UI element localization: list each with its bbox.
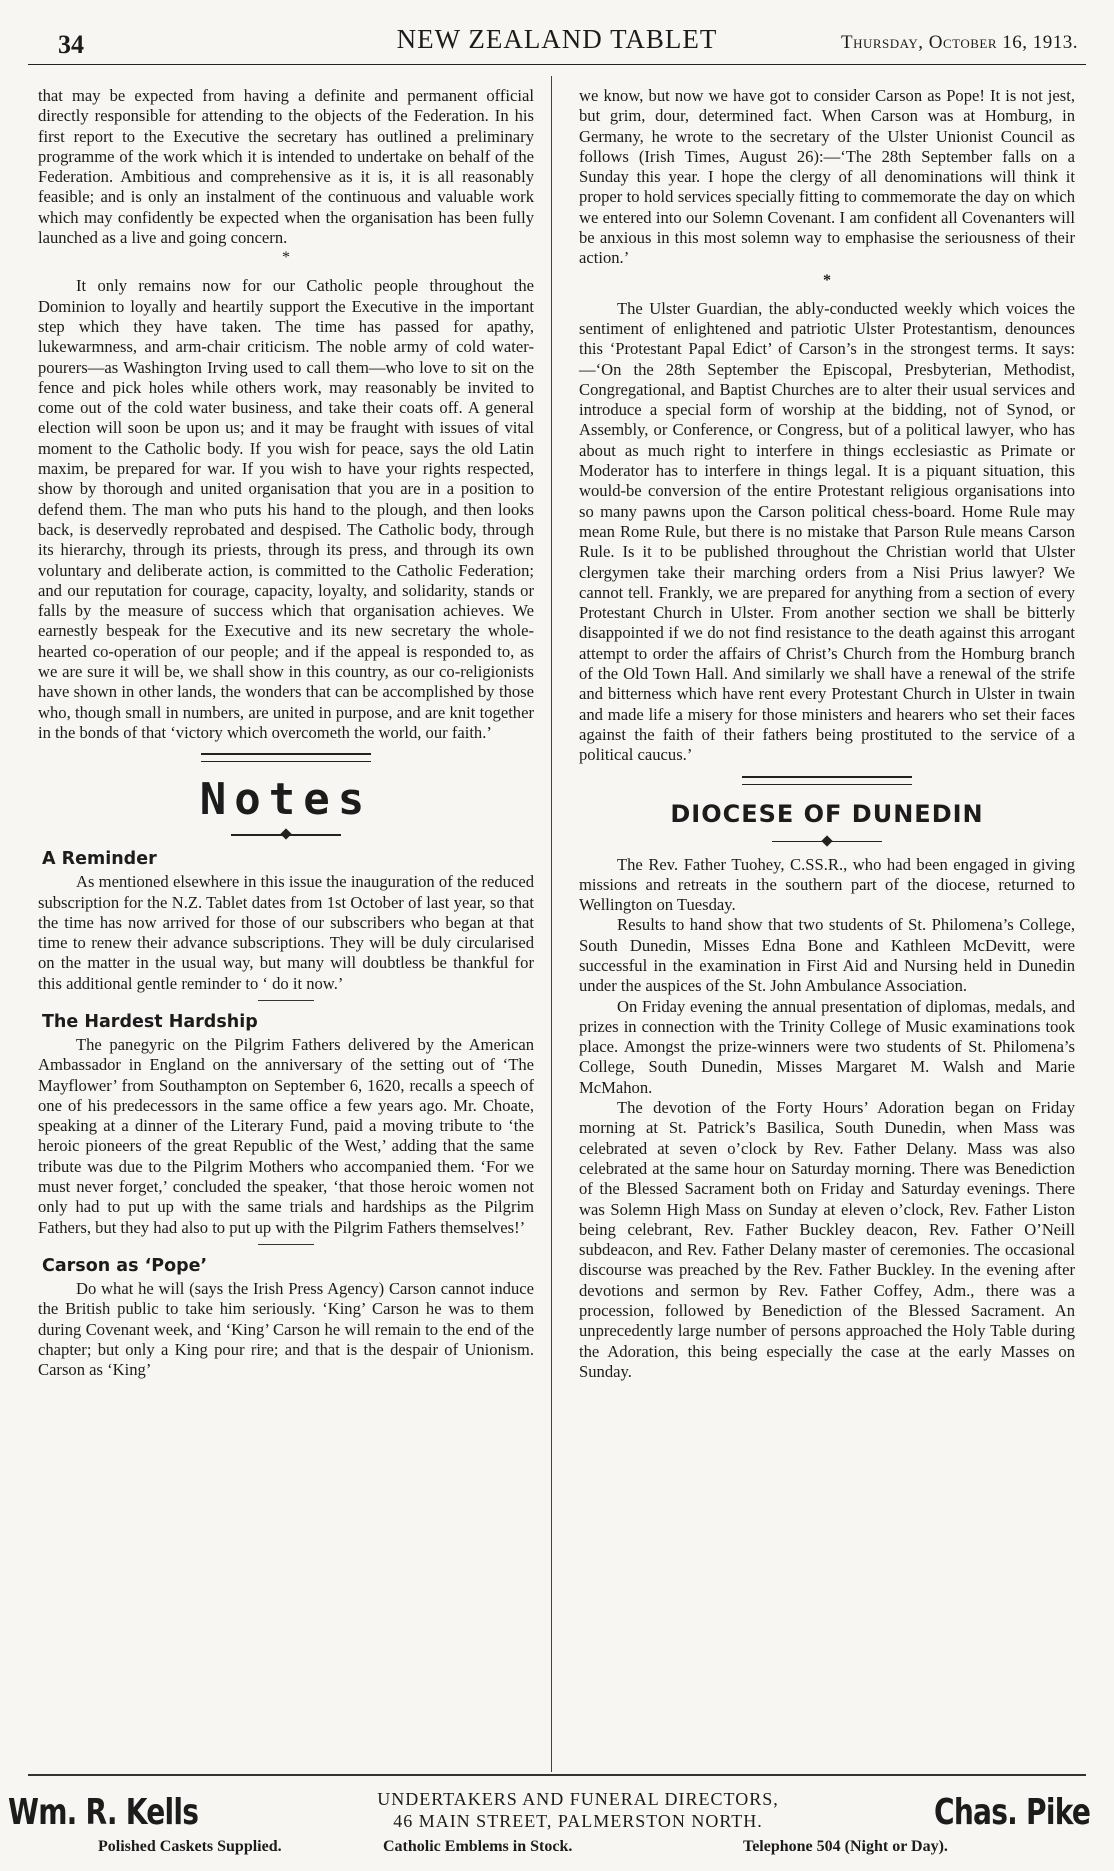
short-rule [258,1000,314,1001]
federation-paragraph-2: It only remains now for our Catholic people throughout the Dominion to loyally and heartily support the Executive in the important step which they have taken. The time has passed for apathy, lukewarmness, and arm-chair criticism. The noble army of cold water-pourers—as Washington Irving used to call them—who love to sit on the fence and pick holes while others work, may reasonably be invited to come out of the cold water business, and take their coats off. A general election will soon be upon us; and it may be fraught with issues of vital moment to the Catholic body. If you wish for peace, says the old Latin maxim, be prepared for war. If you wish to have your rights respected, show by thorough and united organisation that you are in a position to defend them. The man who puts his hand to the plough, and then looks back, is deservedly reprobated and despised. The Catholic body, through its hierarchy, through its priests, through its press, and through its own voluntary and deliberate action, is committed to the Catholic Federation; and our reputation for courage, capacity, loyalty, and solidarity, stands or falls by the measure of success which that organisation achieves. We earnestly bespeak for the Executive and its new secretary the whole-hearted co-operation of our people; and if the appeal is responded to, as we are sure it will be, we shall show in this country, as our co-religionists have shown in other lands, the wonders that can be accomplished by those who, though small in numbers, are united in purpose, and are knit together in the bonds of that ‘victory which overcometh the world, our faith.’ [38,276,534,742]
section-star: * [823,271,831,289]
ad-emblems: Catholic Emblems in Stock. [383,1838,573,1855]
ornament-divider [231,830,341,840]
page-header [28,18,1086,65]
notes-heading: Notes [199,774,373,826]
column-divider [551,76,552,1772]
carson-text: Do what he will (says the Irish Press Agency) Carson cannot induce the British public to take him seriously. ‘King’ Carson he was to them during Covenant week, and ‘King’ Carson he will remain to the end of the chapter; but only a King pour rire; and that is the despair of Unionism. Carson as ‘King’ [38,1278,534,1380]
hardship-heading: The Hardest Hardship [42,1011,258,1032]
left-column [38,86,534,1380]
federation-paragraph-1: that may be expected from having a definite and permanent official directly responsible for attending to the objects of the Federation. In his first report to the Executive the secretary has outlined a preliminary programme of the work which it is intended to undertake on behalf of the Federation. Ambitious and comprehensive as it is, it is all reasonably feasible; and is only an instalment of the continuous and valuable work which may confidently be expected when the organisation has been fully launched as a live and going concern. [38,86,534,248]
footer-rule [28,1774,1086,1776]
advertiser-name-right: Chas. Pike [933,1792,1090,1833]
ad-telephone: Telephone 504 (Night or Day). [743,1838,948,1855]
page-number: 34 [58,30,84,59]
newspaper-page [8,18,1090,1858]
carson-heading: Carson as ‘Pope’ [42,1255,208,1276]
ornament-divider [772,837,882,847]
diamond-ornament-icon [280,829,291,840]
ad-line-2: 46 MAIN STREET, PALMERSTON NORTH. [393,1811,763,1831]
diocese-item: The Rev. Father Tuohey, C.SS.R., who had been engaged in giving missions and retreats in the southern part of the diocese, returned to Wellington on Tuesday. [579,854,1075,915]
hardship-text: The panegyric on the Pilgrim Fathers delivered by the American Ambassador in England on the anniversary of the setting out of ‘The Mayflower’ from Southampton on September 6, 1620, recalls a speech of one of his predecessors in the same office a few years ago. Mr. Choate, speaking at a dinner of the Literary Fund, paid a moving tribute to ‘the heroic pioneers of the great Republic of the West,’ adding that the same tribute was due to the Pilgrim Mothers who accompanied them. ‘For we must never forget,’ concluded the speaker, ‘that those heroic women not only had to put up with the same trials and hardships as the Pilgrim Fathers, but they had also to put up with the Pilgrim Fathers themselves!’ [38,1034,534,1237]
reminder-heading: A Reminder [42,849,157,870]
diocese-item: On Friday evening the annual presentation of diplomas, medals, and prizes in connection with the Trinity College of Music examinations took place. Amongst the prize-winners were two students of St. Philomena’s College, South Dunedin, Misses Margaret M. Walsh and Marie McMahon. [579,996,1075,1097]
masthead-title: NEW ZEALAND TABLET [396,24,718,54]
double-rule [201,753,371,762]
advertisement-center [298,1788,858,1832]
diocese-heading: DIOCESE OF DUNEDIN [670,799,984,828]
undertaker-advertisement [8,1778,1090,1858]
ad-caskets: Polished Caskets Supplied. [98,1838,282,1855]
reminder-text: As mentioned elsewhere in this issue the inauguration of the reduced subscription for the N.Z. Tablet dates from 1st October of last year, so that the time has now arrived for those of our subscribers who began at that time to renew their advance subscriptions. They will be duly circularised on the matter in the usual way, but many will doubtless be thankful for this additional gentle reminder to ‘ do it now.’ [38,872,534,993]
ad-line-1: UNDERTAKERS AND FUNERAL DIRECTORS, [377,1789,779,1809]
diamond-ornament-icon [821,835,832,846]
short-rule [258,1244,314,1245]
section-star: * [282,249,290,267]
issue-date: Thursday, October 16, 1913. [840,32,1078,53]
carson-continued-paragraph: we know, but now we have got to consider Carson as Pope! It is not jest, but grim, dour, determined fact. When Carson was at Homburg, in Germany, he wrote to the secretary of the Ulster Unionist Council as follows (Irish Times, August 26):—‘The 28th September falls on a Sunday this year. I hope the clergy of all denominations will think it proper to hold services specially fitting to commemorate the day on which we entered into our Solemn Covenant. I am confident all Covenanters will be anxious in this most solemn way to emphasise the seriousness of their action.’ [579,86,1075,268]
right-column [579,86,1075,1382]
advertiser-name-left: Wm. R. Kells [8,1792,199,1833]
ulster-guardian-paragraph: The Ulster Guardian, the ably-conducted weekly which voices the sentiment of enlightened and patriotic Ulster Protestantism, denounces this ‘Protestant Papal Edict’ of Carson’s in the strongest terms. It says:—‘On the 28th September the Episcopal, Presbyterian, Methodist, Congregational, and Baptist Churches are to alter their usual services and introduce a special form of worship at the bidding, not of Synod, or Assembly, or Conference, or Congress, but of a political lawyer, who has about as much right to interfere in things ecclesiastic as Primate or Moderator has to interfere in things legal. It is a piquant situation, this would-be conversion of the entire Protestant religious organisations into so many pawns upon the Carson political chess-board. Home Rule may mean Rome Rule, but there is no mistake that Parson Rule means Carson Rule. Is it to be published throughout the Christian world that Ulster clergymen take their marching orders from a Nisi Prius lawyer? We cannot tell. Frankly, we are prepared for anything from a section of every Protestant Church in Ulster. From another section we shall be bitterly disappointed if we do not find resistance to the death against this arrogant attempt to order the affairs of Christ’s Church from the Homburg branch of the Old Town Hall. And similarly we shall have a renewal of the strife and bitterness which have rent every Protestant Church in Ulster in twain and made life a misery for those ministers and hearers who set their faces against the faith of their fathers being prostituted to the service of a political caucus.’ [579,298,1075,765]
diocese-item: Results to hand show that two students of St. Philomena’s College, South Dunedin, Misses Edna Bone and Kathleen McDevitt, were successful in the examination in First Aid and Nursing held in Dunedin under the auspices of the St. John Ambulance Association. [579,915,1075,996]
double-rule [742,776,912,785]
diocese-item: The devotion of the Forty Hours’ Adoration began on Friday morning at St. Patrick’s Basilica, South Dunedin, when Mass was celebrated at seven o’clock by Rev. Father Delany. Mass was also celebrated at the same hour on Saturday morning. There was Benediction of the Blessed Sacrament both on Friday and Saturday evenings. There was Solemn High Mass on Sunday at eleven o’clock, Rev. Father Liston being celebrant, Rev. Father Buckley deacon, Rev. Father O’Neill subdeacon, and Rev. Father Delany master of ceremonies. The occasional discourse was preached by the Rev. Father Buckley. In the evening after devotions and sermon by Rev. Father Coffey, Adm., there was a procession, followed by Benediction of the Blessed Sacrament. An unprecedently large number of persons approached the Holy Table during the Adoration, this being especially the case at the early Masses on Sunday. [579,1098,1075,1381]
